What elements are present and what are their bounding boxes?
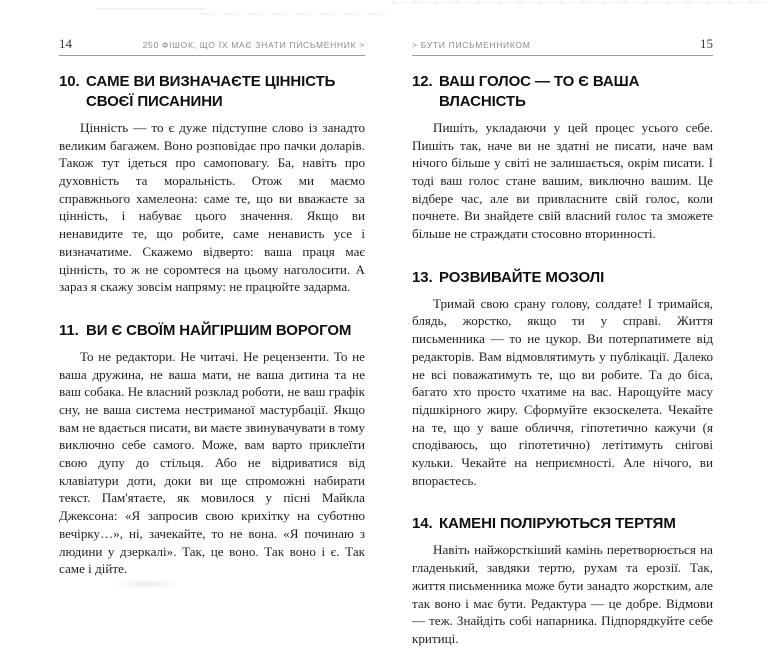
- section-heading: [59, 72, 365, 112]
- scan-smudge: [112, 579, 182, 589]
- running-header-right: [412, 36, 713, 56]
- section-body: Тримай свою срану голову, солдате! І тримайся, блядь, жорстко, якщо ти у справі. Життя письменника — то не цукор. Ви потерпатимете від редакторів. Вам відмовлятимуть у публікації. Далеко не всі поважатимуть те, що ви робите. Та до біса, багато хто просто чхатиме на вас. Нарощуйте масу підшкірного жиру. Сформуйте екзоскелета. Чекайте на те, що у ваше обличчя, гіпотетично кажучи (я сподіваюсь, що гіпотетично) летітимуть снігові кульки. Чекайте на неприємності. Але нічого, ви впораєтесь.: [412, 295, 713, 488]
- section-heading: [412, 514, 713, 534]
- section-number: 11.: [59, 321, 79, 339]
- section-title: ВИ Є СВОЇМ НАЙГІРШИМ ВОРОГОМ: [86, 321, 352, 339]
- page-number: 15: [700, 36, 713, 51]
- section-number: 14.: [412, 515, 433, 533]
- section-title: РОЗВИВАЙТЕ МОЗОЛІ: [439, 268, 605, 286]
- section-heading: [412, 72, 713, 112]
- section-body: Навіть найжорсткіший камінь перетворюється на гладенький, завдяки тертю, рухам та ерозії. Так, життя письменника може бути занадто жорстким, але так воно і має бути. Редактура — це добре. Відмови — теж. Знайдіть собі напарника. Підпорядкуйте себе критиці.: [412, 542, 713, 646]
- section-heading: [412, 268, 713, 288]
- running-header-left: [59, 36, 365, 56]
- running-head-title: 250 ФІШОК, ЩО ЇХ МАЄ ЗНАТИ ПИСЬМЕННИК >: [142, 40, 365, 50]
- section-body: То не редактори. Не читачі. Не рецензенти. То не ваша дружина, не ваша мати, не ваша дитина та не ваш собака. Не власний розклад роботи, не ваш графік сну, не ваша система нестриманої мастурбації. Якщо вам не вдається писати, ви маєте звинувачувати в тому виключно себе самого. Може, вам варто приклеїти свою дупу до стільця. Або не відриватися від клавіатури доти, доки ви ще спроможні набирати текст. Пам'ятаєте, як мовилося у пісні Майкла Джексона: «Я запросив свою крихітку на суботню вечірку…», ні, зачекайте, то не вона. «Я починаю з людини у дзеркалі». Так, це воно. Так воно і є. Так саме і дійте.: [59, 348, 365, 577]
- section-heading: [59, 321, 365, 341]
- section-title: САМЕ ВИ ВИЗНАЧАЄТЕ ЦІННІСТЬ СВОЄЇ ПИСАНИНИ: [86, 73, 336, 110]
- section-body: Цінність — то є дуже підступне слово із занадто великим багажем. Воно розповідає про пачки доларів. Також тут ідеться про самоповагу. Ба, навіть про духовність та моральність. Отож ми маємо справжнього хамелеона: саме те, що ви вважаєте за цінність, і набуває цього значення. Якщо ви ненавидите те, що робите, саме ненависть усе і визначатиме. Скажемо відверто: ваша праця має цінність, то ж не соромтеся на цьому наголосити. А зараз я скажу зовсім напряму: не працюйте задарма.: [59, 119, 365, 295]
- section-14: [412, 514, 713, 647]
- section-13: [412, 268, 713, 490]
- section-11: [59, 321, 365, 578]
- section-12: [412, 72, 713, 243]
- section-body: Пишіть, укладаючи у цей процес усього себе. Пишіть так, наче ви не здатні не писати, наче вам нічого більше у світі не залишається, окрім писати. І тоді ваш голос стане вашим, виключно вашим. Це відбере час, але ви привласните свій голос, коли почнете. Ви знайдете свій власний голос та зможете більше не страждати стосовно вторинності.: [412, 119, 713, 242]
- section-title: ВАШ ГОЛОС — ТО Є ВАША ВЛАСНІСТЬ: [439, 73, 640, 110]
- running-head-title: > БУТИ ПИСЬМЕННИКОМ: [412, 40, 531, 50]
- page-left: [59, 0, 365, 578]
- section-number: 10.: [59, 73, 80, 90]
- section-title: КАМЕНІ ПОЛІРУЮТЬСЯ ТЕРТЯМ: [439, 515, 676, 533]
- section-number: 12.: [412, 73, 433, 90]
- section-10: [59, 72, 365, 296]
- page-right: [412, 0, 713, 648]
- section-number: 13.: [412, 268, 433, 286]
- page-number: 14: [59, 36, 72, 51]
